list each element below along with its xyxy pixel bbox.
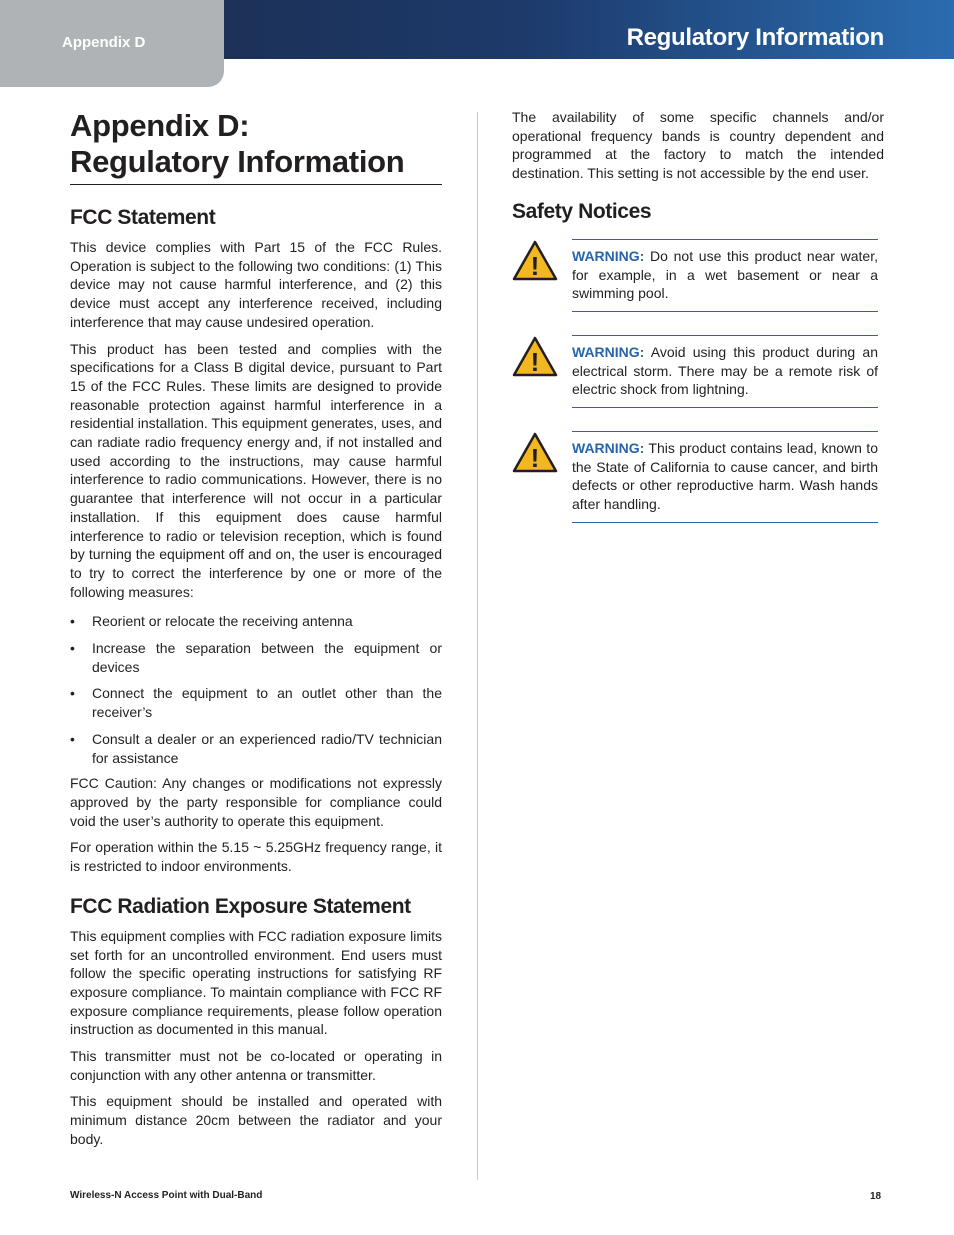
svg-text:!: !	[530, 443, 540, 474]
warning-box	[530, 431, 878, 523]
bullet-icon: •	[70, 685, 75, 702]
warning-triangle-icon	[512, 240, 558, 282]
fcc-caution: FCC Caution: Any changes or modifications not expressly approved by the party responsible for compliance could void the user’s authority to operate this equipment.	[70, 775, 442, 829]
left-column	[70, 108, 442, 1149]
warning-label: WARNING:	[572, 343, 645, 360]
warning-triangle-icon	[512, 336, 558, 378]
warning-triangle-icon	[512, 432, 558, 474]
footer-product-name: Wireless-N Access Point with Dual-Band	[70, 1190, 263, 1201]
appendix-tab	[0, 0, 224, 87]
column-divider	[477, 112, 478, 1180]
list-item: • Connect the equipment to an outlet other than the receiver’s	[70, 685, 442, 721]
section-title: Regulatory Information	[626, 24, 884, 51]
warning-label: WARNING:	[572, 440, 645, 457]
radiation-paragraph-1: This equipment complies with FCC radiation exposure limits set forth for an uncontrolled environment. End users must follow the specific operating instructions for satisfying RF exposure compliance. To maintain compliance with FCC RF exposure compliance requirements, please follow operation instruction as documented in this manual.	[70, 927, 442, 1038]
fcc-frequency-note: For operation within the 5.15 ~ 5.25GHz frequency range, it is restricted to indoor environments.	[70, 839, 442, 875]
svg-text:!: !	[530, 346, 540, 377]
warning-label: WARNING:	[572, 247, 645, 264]
warning-text: WARNING: Do not use this product near water, for example, in a wet basement or near a swimming pool.	[572, 247, 878, 302]
appendix-tab-label: Appendix D	[62, 34, 146, 51]
interference-measures-list	[70, 612, 442, 767]
radiation-paragraph-3: This equipment should be installed and operated with minimum distance 20cm between the radiator and your body.	[70, 1093, 442, 1147]
bullet-icon: •	[70, 613, 75, 630]
fcc-paragraph-2: This product has been tested and complies with the specifications for a Class B digital device, pursuant to Part 15 of the FCC Rules. These limits are designed to provide reasonable protection against harmful interference in a residential installation. This equipment generates, uses, and can radiate radio frequency energy and, if not installed and used according to the instructions, may cause harmful interference to radio communications. However, there is no guarantee that interference will not occur in a particular installation. If this equipment does cause harmful interference to radio or television reception, which is found by turning the equipment off and on, the user is encouraged to try to correct the interference by one or more of the following measures:	[70, 340, 442, 600]
list-item: • Increase the separation between the equipment or devices	[70, 640, 442, 675]
fcc-statement-heading: FCC Statement	[70, 206, 216, 229]
bullet-icon: •	[70, 730, 75, 747]
radiation-paragraph-2: This transmitter must not be co-located or operating in conjunction with any other antenna or transmitter.	[70, 1048, 442, 1083]
fcc-paragraph-1: This device complies with Part 15 of the FCC Rules. Operation is subject to the following two conditions: (1) This device may not cause harmful interference, and (2) this device must accept any interference received, including interference that may cause undesired operation.	[70, 239, 442, 330]
radiation-exposure-heading: FCC Radiation Exposure Statement	[70, 894, 411, 918]
svg-text:!: !	[530, 250, 540, 281]
availability-paragraph: The availability of some specific channels and/or operational frequency bands is country dependent and programmed at the factory to match the intended destination. This setting is not accessible by the end user.	[512, 109, 884, 182]
warning-box	[530, 335, 878, 408]
warning-text: WARNING: This product contains lead, known to the State of California to cause cancer, and birth defects or other reproductive harm. Wash hands after handling.	[572, 440, 878, 513]
list-item: • Consult a dealer or an experienced radio/TV technician for assistance	[70, 730, 442, 766]
page-title-line1: Appendix D:	[70, 108, 250, 143]
right-column	[512, 108, 884, 523]
warning-box	[530, 239, 878, 312]
page-title	[70, 108, 442, 185]
warning-text: WARNING: Avoid using this product during an electrical storm. There may be a remote risk of electric shock from lightning.	[572, 343, 878, 398]
bullet-icon: •	[70, 640, 75, 657]
page-title-line2: Regulatory Information	[70, 144, 405, 179]
list-item: • Reorient or relocate the receiving antenna	[70, 613, 353, 630]
safety-notices-heading: Safety Notices	[512, 199, 652, 223]
page-number: 18	[870, 1191, 882, 1202]
